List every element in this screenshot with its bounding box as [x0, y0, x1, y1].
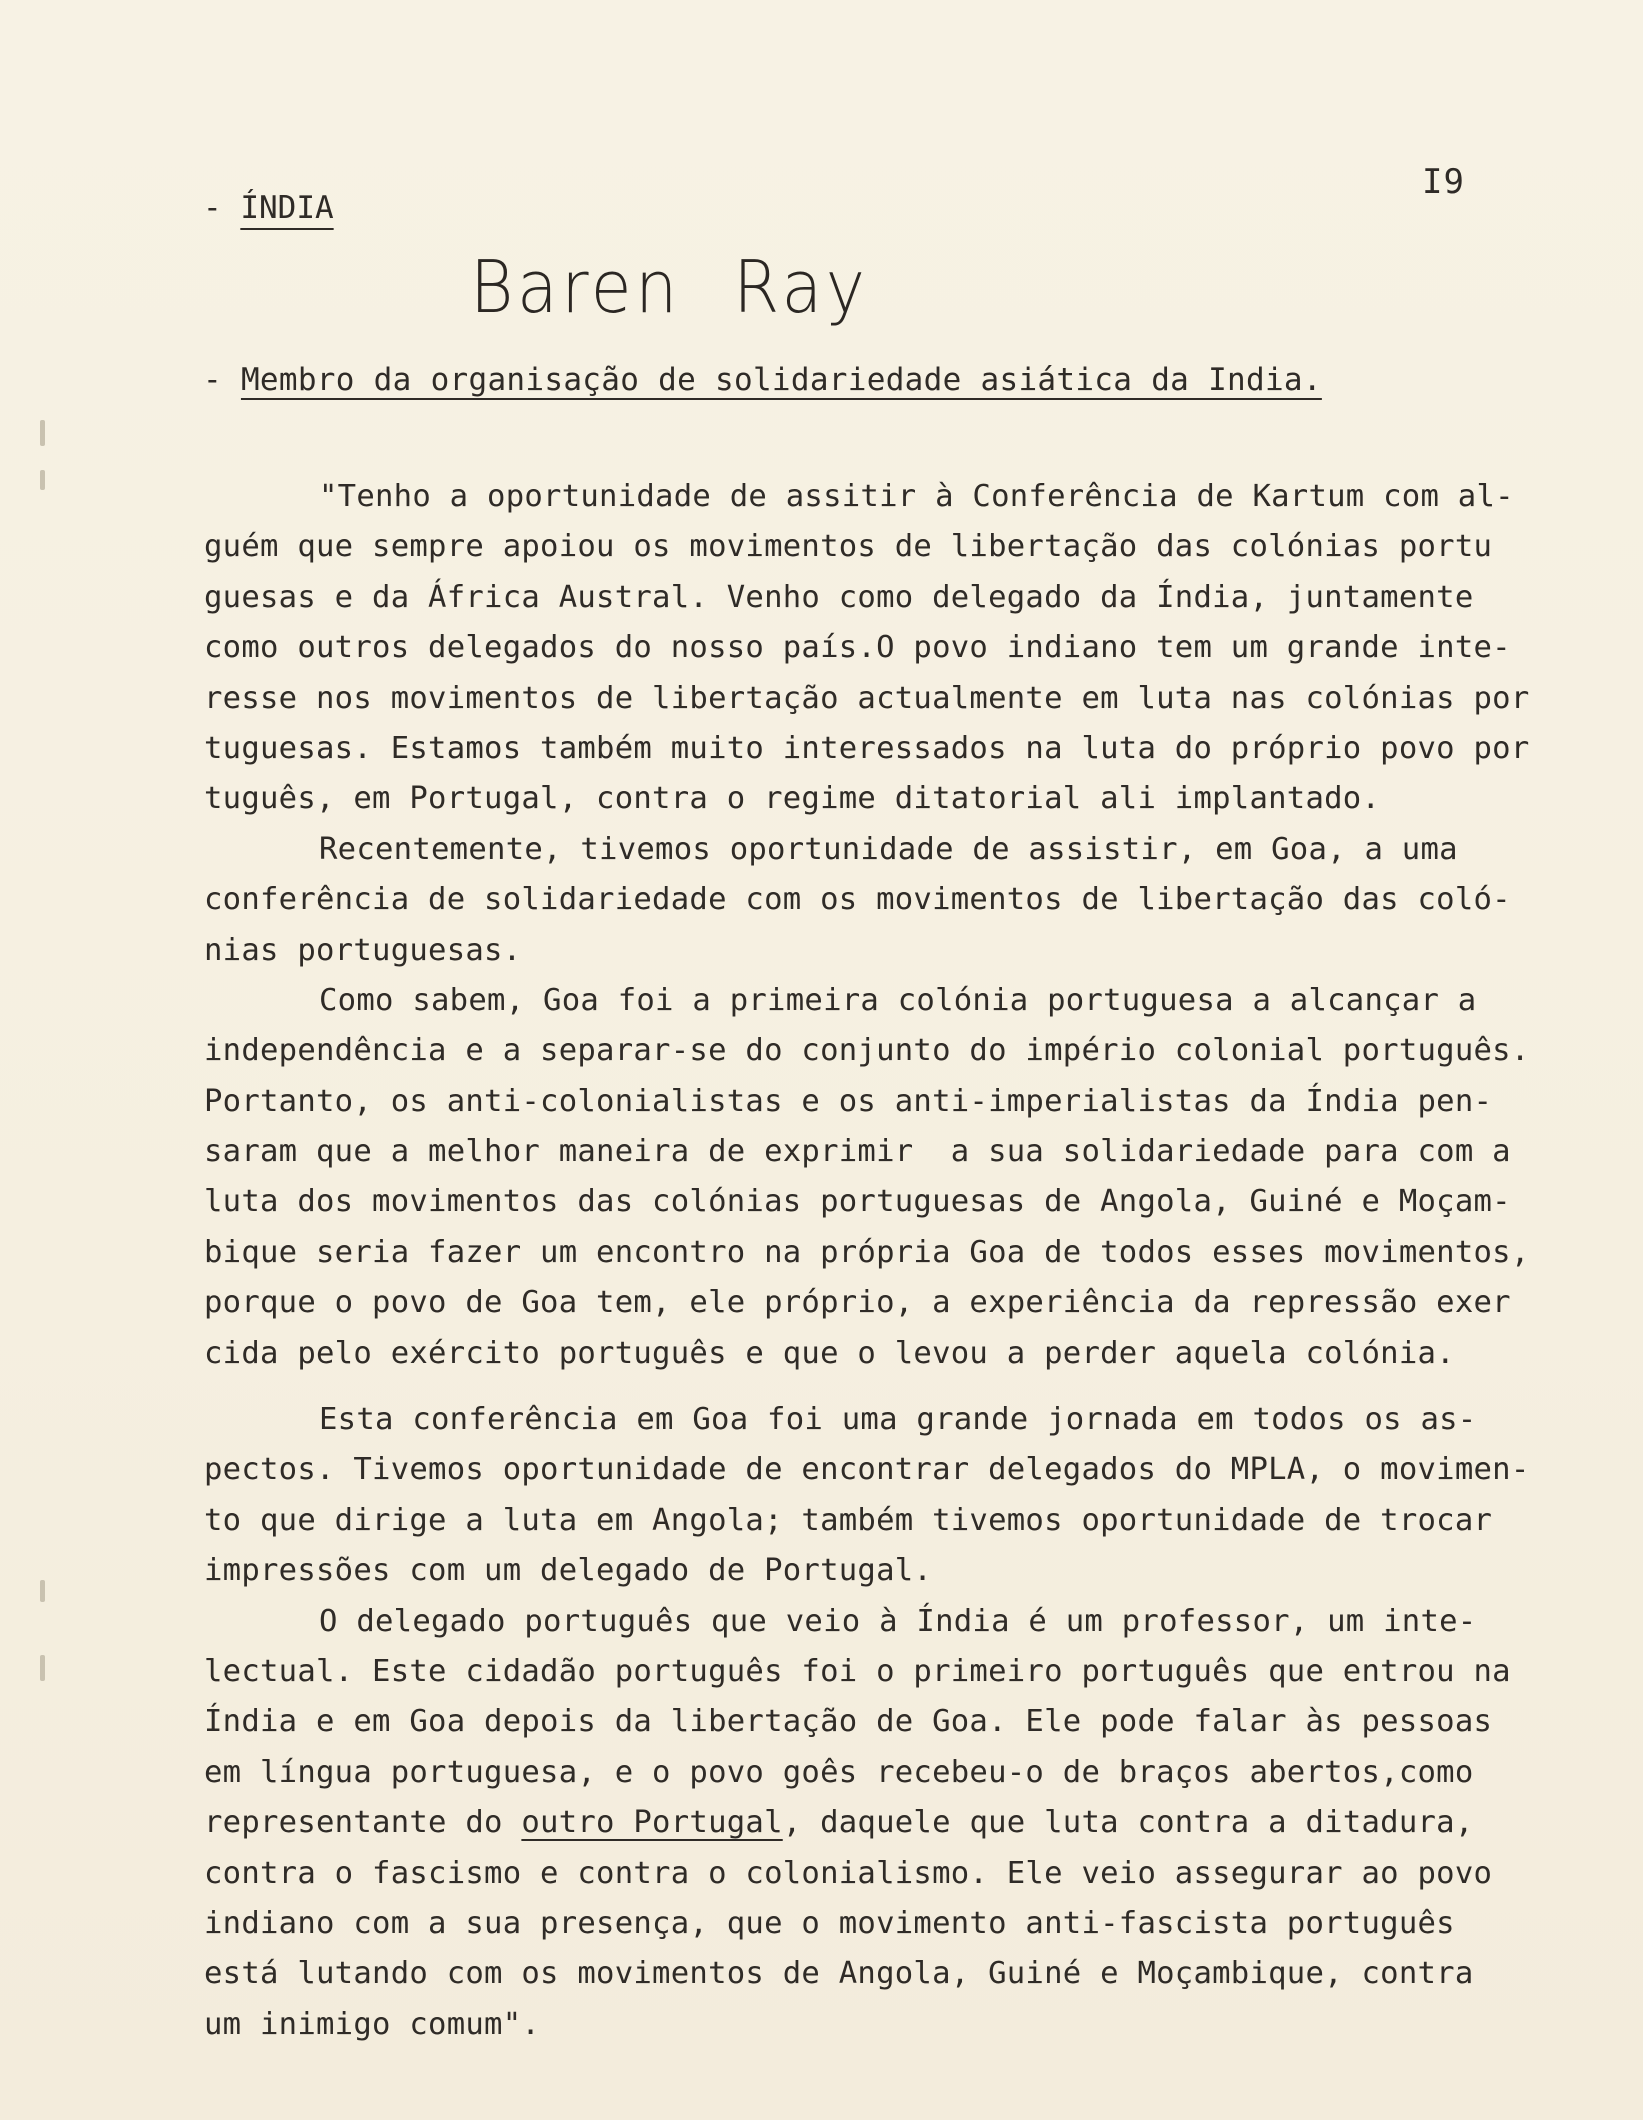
underlined-phrase: outro Portugal [521, 1805, 783, 1841]
text-line: luta dos movimentos das colónias portuguesas de Angola, Guiné e Moçam- [204, 1184, 1511, 1220]
text-line: Como sabem, Goa foi a primeira colónia portuguesa a alcançar a [319, 982, 1477, 1018]
speech-body [204, 472, 1604, 2050]
text-line: indiano com a sua presença, que o movimento anti-fascista português [204, 1905, 1455, 1941]
text-line: "Tenho a oportunidade de assitir à Conferência de Kartum com al- [319, 479, 1514, 514]
text-line: tuguês, em Portugal, contra o regime ditatorial ali implantado. [204, 781, 1381, 817]
punch-hole-mark [40, 420, 45, 446]
text-line [204, 1798, 1604, 1848]
text-line: Recentemente, tivemos oportunidade de assistir, em Goa, a uma [319, 831, 1458, 867]
paragraph-3 [204, 976, 1604, 1379]
country-prefix: - [203, 190, 241, 226]
text-line: tuguesas. Estamos também muito interessados na luta do próprio povo por [204, 730, 1530, 766]
text-segment: representante do [204, 1805, 522, 1841]
speaker-name: Baren Ray [470, 245, 869, 329]
text-segment: , daquele que luta contra a ditadura, [782, 1805, 1474, 1841]
text-line: porque o povo de Goa tem, ele próprio, a experiência da repressão exer [204, 1285, 1511, 1321]
text-line: em língua portuguesa, e o povo goês recebeu-o de braços abertos,como [204, 1754, 1474, 1790]
text-line: saram que a melhor maneira de exprimir a sua solidariedade para com a [204, 1134, 1511, 1170]
paragraph-5 [204, 1597, 1604, 2051]
country-name: ÍNDIA [240, 190, 334, 226]
paragraph-spacer [204, 1379, 1604, 1395]
text-line: O delegado português que veio à Índia é um professor, um inte- [319, 1603, 1477, 1639]
text-line: nias portuguesas. [204, 932, 522, 968]
page-number: I9 [1422, 162, 1465, 202]
affiliation-prefix: - [203, 362, 241, 398]
paragraph-4 [204, 1395, 1604, 1597]
text-line: lectual. Este cidadão português foi o primeiro português que entrou na [204, 1653, 1511, 1689]
text-line: guesas e da África Austral. Venho como delegado da Índia, juntamente [204, 579, 1474, 615]
text-line: resse nos movimentos de libertação actualmente em luta nas colónias por [204, 680, 1530, 716]
text-line: está lutando com os movimentos de Angola, Guiné e Moçambique, contra [204, 1956, 1474, 1992]
text-line: impressões com um delegado de Portugal. [204, 1553, 933, 1589]
text-line: to que dirige a luta em Angola; também tivemos oportunidade de trocar [204, 1502, 1493, 1538]
text-line: Esta conferência em Goa foi uma grande jornada em todos os as- [319, 1402, 1477, 1438]
speaker-affiliation [203, 362, 1322, 398]
text-line: cida pelo exército português e que o levou a perder aquela colónia. [204, 1335, 1455, 1371]
text-line: contra o fascismo e contra o colonialismo. Ele veio assegurar ao povo [204, 1855, 1493, 1891]
text-line: pectos. Tivemos oportunidade de encontrar delegados do MPLA, o movimen- [204, 1452, 1530, 1488]
text-line: Índia e em Goa depois da libertação de Goa. Ele pode falar às pessoas [204, 1704, 1493, 1740]
text-line: conferência de solidariedade com os movimentos de libertação das coló- [204, 882, 1511, 918]
punch-hole-mark [40, 470, 45, 490]
punch-hole-mark [40, 1580, 45, 1602]
affiliation-text: Membro da organisação de solidariedade asiática da India. [240, 362, 1322, 398]
text-line: guém que sempre apoiou os movimentos de libertação das colónias portu [204, 529, 1493, 565]
paragraph-2 [204, 825, 1604, 976]
text-line: Portanto, os anti-colonialistas e os anti-imperialistas da Índia pen- [204, 1083, 1493, 1119]
text-line: independência e a separar-se do conjunto do império colonial português. [204, 1033, 1530, 1069]
punch-hole-mark [40, 1655, 45, 1681]
country-heading [203, 190, 334, 226]
text-line: bique seria fazer um encontro na própria Goa de todos esses movimentos, [204, 1234, 1530, 1270]
paragraph-1 [204, 472, 1604, 825]
text-line: um inimigo comum". [204, 2006, 541, 2042]
text-line: como outros delegados do nosso país.O povo indiano tem um grande inte- [204, 630, 1511, 666]
